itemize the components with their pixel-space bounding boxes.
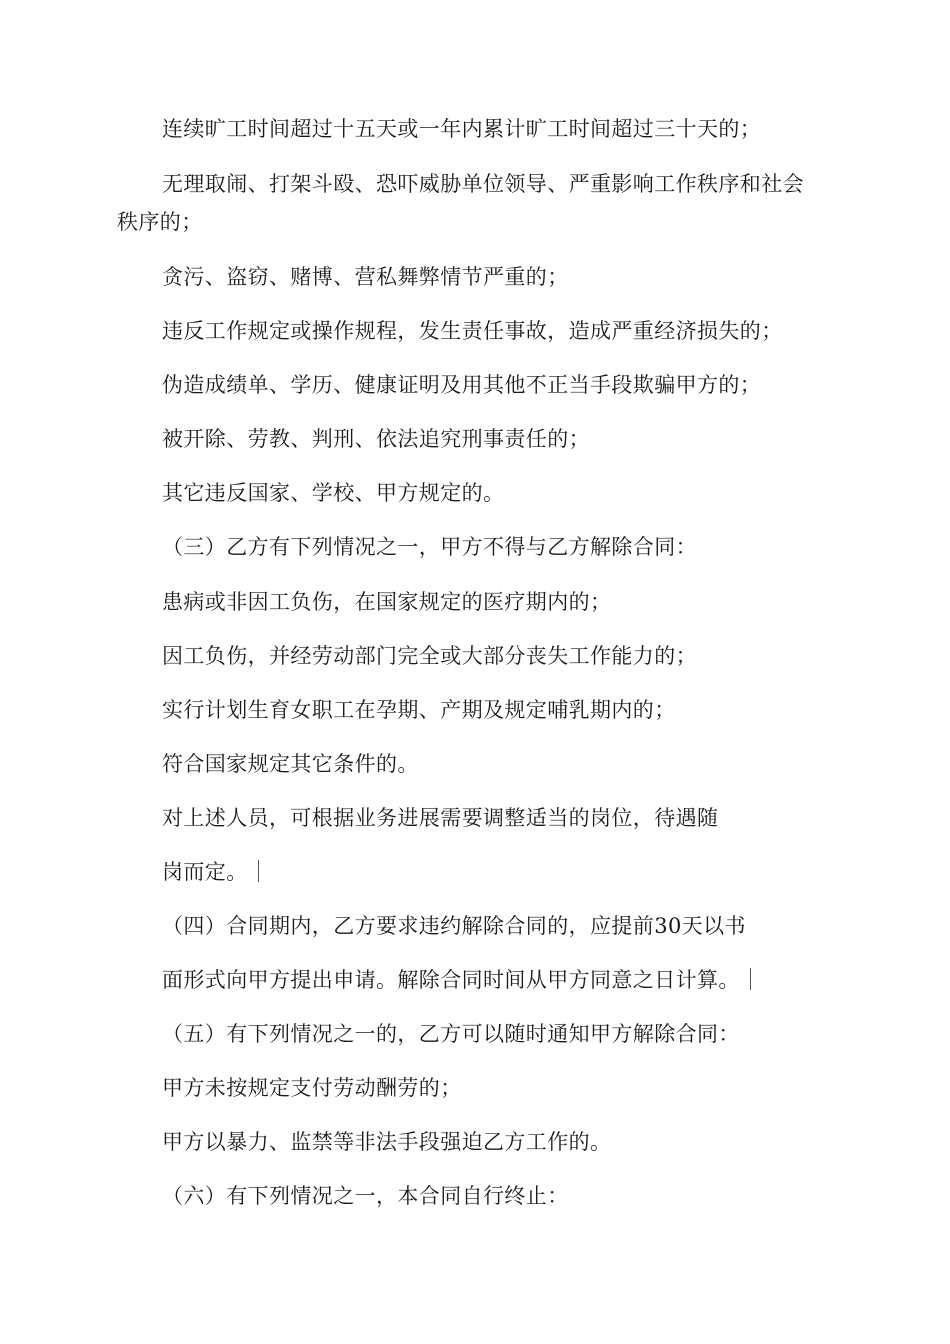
text-line: 实行计划生育女职工在孕期、产期及规定哺乳期内的； <box>162 698 676 722</box>
text-line-with-mark <box>162 860 259 884</box>
text-cursor-mark <box>258 860 259 882</box>
text-line: 被开除、劳教、判刑、依法追究刑事责任的； <box>162 427 590 451</box>
text-line: 其它违反国家、学校、甲方规定的。 <box>162 481 505 505</box>
text-line: 符合国家规定其它条件的。 <box>162 752 419 776</box>
text-line: （六）有下列情况之一，本合同自行终止： <box>162 1184 569 1208</box>
text-line: 甲方未按规定支付劳动酬劳的； <box>162 1076 462 1100</box>
text-line: 患病或非因工负伤，在国家规定的医疗期内的； <box>162 590 612 614</box>
text-line: 无理取闹、打架斗殴、恐吓威胁单位领导、严重影响工作秩序和社会 <box>162 172 804 196</box>
text-line: 秩序的； <box>117 210 203 234</box>
text-line: （三）乙方有下列情况之一，甲方不得与乙方解除合同： <box>162 535 697 559</box>
text-line: （五）有下列情况之一的，乙方可以随时通知甲方解除合同： <box>162 1022 740 1046</box>
text-line: 贪污、盗窃、赌博、营私舞弊情节严重的； <box>162 265 569 289</box>
text-line: 对上述人员，可根据业务进展需要调整适当的岗位，待遇随 <box>162 806 719 830</box>
text-line: 因工负伤，并经劳动部门完全或大部分丧失工作能力的； <box>162 644 697 668</box>
text-line: 甲方以暴力、监禁等非法手段强迫乙方工作的。 <box>162 1130 612 1154</box>
text-line: 违反工作规定或操作规程，发生责任事故，造成严重经济损失的； <box>162 319 783 343</box>
text-cursor-mark <box>750 968 751 990</box>
text-line: 伪造成绩单、学历、健康证明及用其他不正当手段欺骗甲方的； <box>162 373 762 397</box>
text-line-with-mark <box>162 968 751 992</box>
text-line: 面形式向甲方提出申请。解除合同时间从甲方同意之日计算。 <box>162 968 740 992</box>
text-line: 连续旷工时间超过十五天或一年内累计旷工时间超过三十天的； <box>162 117 762 141</box>
text-line: 岗而定。 <box>162 860 248 884</box>
text-line: （四）合同期内，乙方要求违约解除合同的，应提前30天以书 <box>162 914 746 938</box>
